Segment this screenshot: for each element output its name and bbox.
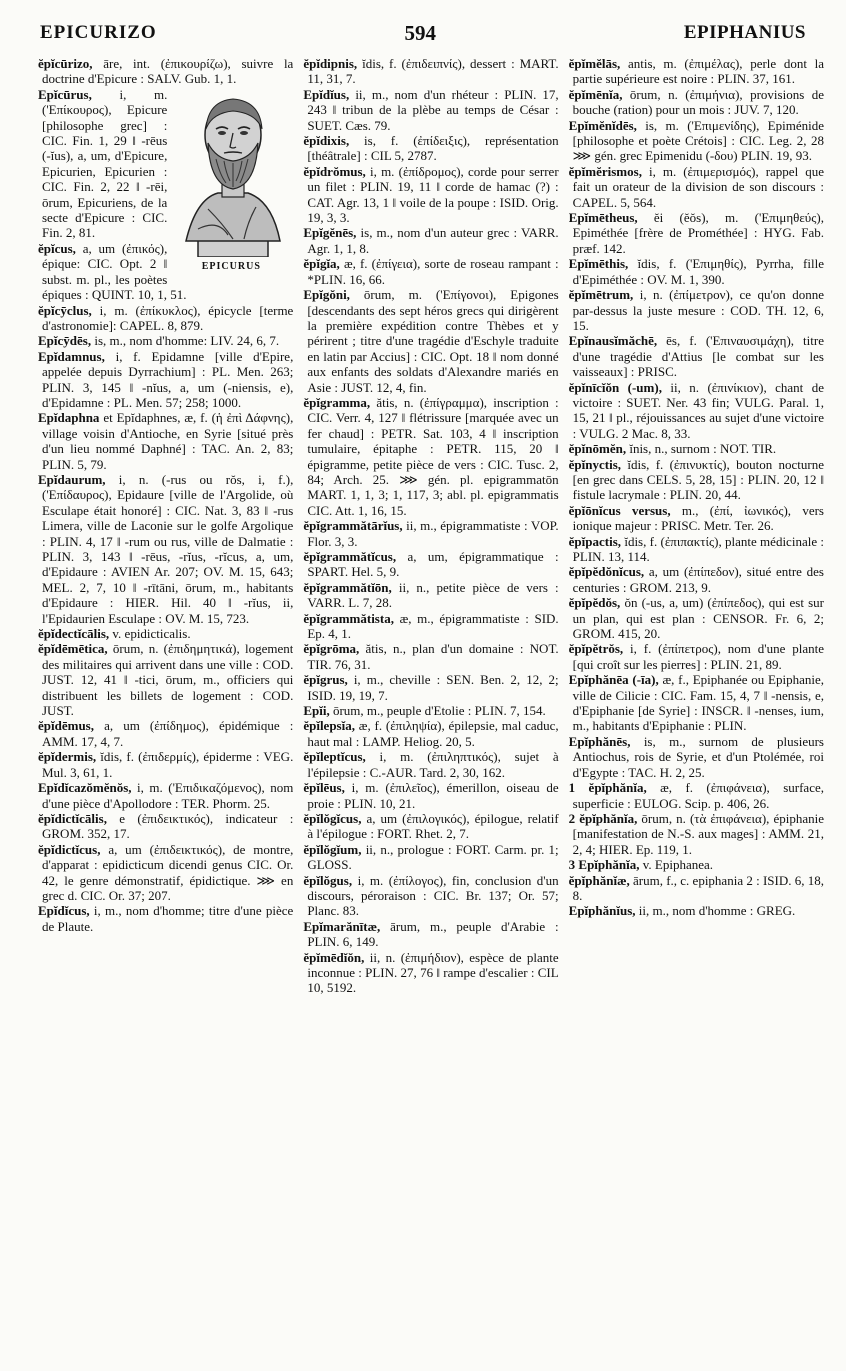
- dictionary-entry: [303, 641, 558, 672]
- entry-definition: ōrum, m., peuple d'Etolie : PLIN. 7, 154.: [332, 703, 546, 719]
- headword: ĕpĭdēmus,: [38, 718, 94, 734]
- headword: Epĭcȳdēs,: [38, 333, 92, 349]
- dictionary-entry: [303, 580, 558, 611]
- dictionary-entry: [569, 164, 824, 210]
- column-3: [569, 56, 824, 1365]
- dictionary-entry: [303, 518, 558, 549]
- entry-definition: is, m. ('Επιμενίδης), Epiménide [philosophe et poète Crétois] : CIC. Leg. 2, 28 ⋙ gén. grec Epimenidu (-δου) PLIN. 19, 93.: [572, 117, 824, 164]
- entry-definition: æ, f. (ἐπιφάνεια), surface, superficie : EULOG. Scip. p. 406, 26.: [572, 780, 824, 811]
- entry-definition: is, m., nom d'un auteur grec : VARR. Agr. 1, 1, 8.: [307, 225, 559, 256]
- dictionary-entry: [303, 672, 558, 703]
- entry-definition: ĭdis, f. (ἐπιδειπνίς), dessert : MART. 11, 31, 7.: [307, 56, 559, 87]
- dictionary-entry: [303, 703, 558, 718]
- entry-definition: i, m. (ἐπιληπτικός), sujet à l'épilepsie : C.-AUR. Tard. 2, 30, 162.: [307, 749, 559, 780]
- entry-definition: ōrum, n. (ἐπιδημητικά), logement des militaires qui arrivent dans une ville : COD. JUST. 12, 41 ‖ -tici, ōrum, m., officiers qui distribuent les billets de logement : COD. JUST.: [42, 641, 294, 719]
- dictionary-entry: [303, 842, 558, 873]
- entry-definition: is, m., surnom de plusieurs Antiochus, rois de Syrie, et d'un Ptolémée, roi d'Egypte : TAC. H. 2, 25.: [572, 733, 824, 780]
- epicurus-figure: [173, 89, 293, 275]
- headword: ĕpĭnyctis,: [568, 456, 622, 472]
- dictionary-entry: [38, 780, 293, 811]
- entry-definition: a, um (ἐπίδημος), épidémique : AMM. 17, 4, 7.: [42, 718, 294, 749]
- entry-definition: i, m. (ἐπιλεῖος), émerillon, oiseau de proie : PLIN. 10, 21.: [307, 780, 559, 811]
- headword: Epĭmĕnĭdēs,: [568, 117, 637, 133]
- headword: ĕpĭgrus,: [303, 672, 348, 688]
- headword: ĕpĭlŏgĭum,: [303, 841, 362, 857]
- dictionary-entry: [38, 641, 293, 718]
- headword: ĕpĭdēmētica,: [38, 641, 108, 657]
- headword: ĕpĭlŏgus,: [303, 872, 353, 888]
- entry-definition: et Epĭdaphnes, æ, f. (ἡ ἐπὶ Δάφνης), village voisin d'Antioche, en Syrie [situé près d'un lieu nommé Daphné] : TAC. An. 2, 83; PLIN. 5, 79.: [42, 410, 294, 472]
- dictionary-entry: [303, 256, 558, 287]
- headword: ĕpĭmēdĭŏn,: [303, 949, 365, 965]
- entry-definition: æ, f., Epiphanée ou Epiphanie, ville de Cilicie : CIC. Fam. 15, 4, 7 ‖ -nensis, e, d'Epiphanie [de Syrie] : INSCR. ‖ -nenses, ium, m., habitants d'Epiphanie : PLIN.: [572, 672, 824, 734]
- headword: ĕpĭdermis,: [38, 749, 97, 765]
- headword: Epĭphănēs,: [568, 733, 631, 749]
- dictionary-entry: [303, 811, 558, 842]
- column-2: [303, 56, 558, 1365]
- headword: ĕpĭōnĭcus versus,: [568, 502, 671, 518]
- headword: Epĭcūrus,: [38, 86, 92, 102]
- columns: [38, 56, 824, 1365]
- headword: ĕpĭcȳclus,: [38, 302, 92, 318]
- dictionary-entry: [569, 595, 824, 641]
- headword: Epĭdĭcazŏmĕnŏs,: [38, 780, 132, 796]
- entry-definition: ēs, f. ('Επιναυσιμάχη), titre d'une tragédie d'Attius [le combat sur les vaisseaux] : PRISC.: [572, 333, 824, 380]
- dictionary-entry: [569, 287, 824, 333]
- dictionary-entry: [38, 333, 293, 348]
- headword: ĕpĭpĕtrŏs,: [568, 641, 624, 657]
- entry-definition: ii, m., nom d'un rhéteur : PLIN. 17, 243 ‖ tribun de la plèbe au temps de César : SUET. Cæs. 79.: [307, 86, 559, 133]
- dictionary-entry: [569, 380, 824, 442]
- headword: Epĭgĕnēs,: [303, 225, 357, 241]
- headword: ĕpĭdipnis,: [303, 56, 358, 71]
- dictionary-entry: [569, 734, 824, 780]
- dictionary-entry: [303, 611, 558, 642]
- headword: ĕpĭlŏgĭcus,: [303, 810, 362, 826]
- headword: ĕpĭmĕlās,: [568, 56, 621, 71]
- headword: ĕpĭmētrum,: [568, 287, 634, 303]
- entry-definition: ŏn (-us, a, um) (ἐπίπεδος), qui est sur un plan, qui est plan : CENSOR. Fr. 6, 2; GROM. 415, 20.: [572, 595, 824, 642]
- dictionary-entry: [303, 395, 558, 518]
- headword: Epĭmarănītæ,: [303, 918, 381, 934]
- dictionary-entry: [303, 919, 558, 950]
- dictionary-entry: [569, 873, 824, 904]
- dictionary-entry: [303, 164, 558, 226]
- headword: Epĭdĭcus,: [38, 903, 90, 919]
- dictionary-entry: [38, 56, 293, 87]
- dictionary-entry: [303, 718, 558, 749]
- headword: ĕpĭleptĭcus,: [303, 749, 366, 765]
- entry-definition: ătis, n. (ἐπίγραμμα), inscription : CIC. Verr. 4, 127 ‖ flétrissure [marquée avec un fer chaud] : PETR. Sat. 103, 4 ‖ inscription tumulaire, épitaphe : PETR. 115, 20 ‖ épigramme, petite pièce de vers : CIC. Tusc. 2, 84; Arch. 25. ⋙ gén. pl. epigrammatōn MART. 1, 1, 3; 1, 117, 3; abl. pl. epigrammatis CIC. Att. 1, 16, 15.: [307, 394, 559, 518]
- headword: ĕpĭgrammătista,: [303, 610, 394, 626]
- headword: ĕpĭgramma,: [303, 394, 371, 410]
- headword: ĕpĭcūrizo,: [38, 56, 93, 71]
- entry-definition: ĭdis, f. (ἐπιδερμίς), épiderme : VEG. Mul. 3, 61, 1.: [42, 749, 294, 780]
- dictionary-entry: [303, 873, 558, 919]
- dictionary-entry: [303, 749, 558, 780]
- entry-definition: i, n. (-rus ou rŏs, i, f.), ('Επίδαυρος), Epidaure [ville de l'Argolide, où Esculape était honoré] : CIC. Nat. 3, 83 ‖ -rus Limera, ville de Laconie sur le golfe Argolique : PLIN. 4, 17 ‖ -rum ou rus, ville de Dalmatie : PLIN. 3, 143 ‖ -rēus, -rĭus, -rĭcus, a, um, d'Epidaure : AVIEN Ar. 207; OV. M. 15, 643; MEL. 2, 7, 10 ‖ -rītāni, ōrum, m., habitants d'Epidaure : HIER. Hil. 40 ‖ -rĭus, ii, l'Epidaurien Esculape : OV. M. 15, 723.: [42, 471, 294, 626]
- entry-definition: ārum, f., c. epiphania 2 : ISID. 6, 18, 8.: [572, 872, 824, 903]
- entry-definition: i, m. ('Επιδικαζόμενος), nom d'une pièce d'Apollodore : TER. Phorm. 25.: [42, 780, 294, 811]
- headword: ĕpĭmēnĭa,: [568, 86, 623, 102]
- entry-definition: i, m. (ἐπίδρομος), corde pour serrer un filet : PLIN. 19, 11 ‖ corde de hamac (?) : CAT. Agr. 13, 1 ‖ voile de la poupe : ISID. Orig. 19, 3, 3.: [307, 163, 559, 226]
- headword: Epĭgŏni,: [303, 287, 350, 303]
- dictionary-entry: [569, 210, 824, 256]
- headword: Epĭdaurum,: [38, 471, 106, 487]
- dictionary-entry: [38, 749, 293, 780]
- headword: 1 ĕpĭphănĭa,: [568, 780, 647, 796]
- entry-definition: i, n. (ἐπίμετρον), ce qu'on donne par-dessus la juste mesure : COD. TH. 12, 6, 15.: [572, 287, 824, 333]
- figure-caption: EPICURUS: [201, 260, 261, 272]
- column-1: [38, 56, 293, 1365]
- dictionary-entry: [569, 641, 824, 672]
- page-number: 594: [404, 20, 436, 45]
- entry-definition: i, m. (ἐπιμερισμός), rappel que fait un orateur de la division de son discours : CAPEL. 5, 564.: [572, 163, 824, 210]
- dictionary-entry: [38, 349, 293, 411]
- entry-definition: ārum, m., peuple d'Arabie : PLIN. 6, 149.: [307, 918, 559, 950]
- entry-definition: is, m., nom d'homme: LIV. 24, 6, 7.: [94, 333, 280, 349]
- headword: ĕpĭlēus,: [303, 780, 345, 796]
- headword: Epĭphănĭus,: [568, 903, 636, 919]
- dictionary-entry: [38, 626, 293, 641]
- entry-definition: æ, f. (ἐπιληψία), épilepsie, mal caduc, haut mal : LAMP. Heliog. 20, 5.: [307, 718, 559, 749]
- dictionary-entry: [569, 333, 824, 379]
- headword: ĕpĭcus,: [38, 240, 76, 256]
- entry-definition: e (ἐπιδεικτικός), indicateur : GROM. 352, 17.: [42, 810, 294, 842]
- entry-definition: i, f. (ἐπίπετρος), nom d'une plante [qui croît sur les pierres] : PLIN. 21, 89.: [572, 641, 824, 672]
- dictionary-entry: [303, 225, 558, 256]
- dictionary-entry: [569, 534, 824, 565]
- dictionary-entry: [38, 303, 293, 334]
- dictionary-entry: [569, 903, 824, 918]
- entry-definition: āre, int. (ἐπικουρίζω), suivre la doctrine d'Epicure : SALV. Gub. 1, 1.: [42, 56, 294, 87]
- dictionary-entry: [569, 118, 824, 164]
- dictionary-entry: [569, 564, 824, 595]
- page-header: [40, 18, 806, 48]
- entry-definition: ĭdis, f. (ἐπινυκτίς), bouton nocturne [en grec dans CELS. 5, 28, 15] : PLIN. 20, 12 ‖ fistule lacrymale : PLIN. 20, 44.: [572, 456, 824, 503]
- entry-definition: ĕi (ĕŏs), m. ('Επιμηθεύς), Epiméthée [frère de Prométhée] : HYG. Fab. præf. 142.: [572, 210, 824, 256]
- headword: ĕpĭpactis,: [568, 533, 622, 549]
- entry-definition: æ, f. (ἐπίγεια), sorte de roseau rampant : *PLIN. 16, 66.: [307, 256, 559, 287]
- headword: ĕpĭdixis,: [303, 133, 350, 149]
- dictionary-entry: [569, 87, 824, 118]
- entry-definition: ii, n., petite pièce de vers : VARR. L. 7, 28.: [307, 579, 559, 611]
- dictionary-entry: [569, 780, 824, 811]
- dictionary-entry: [38, 903, 293, 934]
- running-head-right: EPIPHANIUS: [683, 22, 806, 43]
- headword: ĕpĭnīcĭŏn (-um),: [568, 379, 662, 395]
- headword: Epĭdaphna: [38, 410, 100, 426]
- entry-definition: ōrum, m. ('Επίγονοι), Epigones [descendants des sept héros grecs qui dirigèrent la première expédition contre Thèbes et y périrent ; titre d'une tragédie d'Eschyle traduite en latin par Accius] : CIC. Opt. 18 ‖ nom donné aux enfants des soldats d'Alexandre mariés en Asie : JUST. 12, 4, fin.: [307, 287, 559, 395]
- entry-definition: ii, n. (ἐπινίκιον), chant de victoire : SUET. Ner. 43 fin; VULG. Paral. 1, 15, 21 ‖ pl., réjouissances au sujet d'une victoire : VULG. 2 Mac. 8, 33.: [572, 379, 824, 441]
- entry-definition: ĭdis, f. (ἐπιπακτίς), plante médicinale : PLIN. 13, 114.: [572, 533, 824, 564]
- entry-definition: ătis, n., plan d'un domaine : NOT. TIR. 76, 31.: [307, 641, 559, 672]
- headword: ĕpĭdictĭcus,: [38, 841, 101, 857]
- entry-definition: a, um (ἐπιδεικτικός), de montre, d'apparat : epidicticum dicendi genus CIC. Or. 42, le genre démonstratif, épidictique. ⋙ en grec d. CIC. Or. 37; 207.: [42, 841, 294, 903]
- dictionary-entry: [38, 842, 293, 904]
- entry-definition: m., (ἐπί, ἰωνικός), vers ionique majeur : PRISC. Metr. Ter. 26.: [572, 502, 824, 534]
- entry-definition: i, f. Epidamne [ville d'Epire, appelée depuis Dyrrachium] : PL. Men. 263; PLIN. 3, 145 ‖ -nĭus, a, um (-niensis, e), d'Epidamne : PL. Men. 57; 258; 1000.: [42, 348, 294, 410]
- dictionary-entry: [38, 410, 293, 472]
- entry-definition: i, m. (ἐπίκυκλος), épicycle [terme d'astronomie]: CAPEL. 8, 879.: [42, 302, 294, 333]
- entry-definition: i, m. ('Επίκουρος), Epicure [philosophe grec] : CIC. Fin. 1, 29 ‖ -rēus (-ĭus), a, um, d'Epicure, Epicurien, Epicurien : CIC. Fin. 2, 22 ‖ -rēi, ōrum, Epicuriens, de la secte d'Epicure : CIC. Fin. 2, 81.: [42, 86, 168, 241]
- headword: ĕpĭpĕdŏnĭcus,: [568, 564, 645, 580]
- entry-definition: i, m., nom d'homme; titre d'une pièce de Plaute.: [42, 903, 294, 934]
- entry-definition: is, f. (ἐπίδειξις), représentation [théâtrale] : CIL 5, 2787.: [307, 133, 559, 164]
- dictionary-entry: [569, 503, 824, 534]
- dictionary-entry: [303, 950, 558, 996]
- dictionary-entry: [569, 256, 824, 287]
- entry-definition: a, um (ἐπικός), épique: CIC. Opt. 2 ‖ subst. m. pl., les poètes épiques : QUINT. 10, 1, 51.: [42, 240, 187, 303]
- dictionary-entry: [303, 780, 558, 811]
- headword: Epĭi,: [303, 703, 330, 719]
- entry-definition: ĭnis, n., surnom : NOT. TIR.: [629, 441, 777, 457]
- dictionary-entry: [303, 287, 558, 395]
- headword: ĕpĭdrŏmus,: [303, 163, 366, 179]
- entry-definition: i, m., cheville : SEN. Ben. 2, 12, 2; ISID. 19, 19, 7.: [307, 672, 559, 703]
- headword: Epĭnausĭmăchē,: [568, 333, 658, 349]
- dictionary-entry: [569, 811, 824, 857]
- entry-definition: ii, m., épigrammatiste : VOP. Flor. 3, 3.: [307, 518, 559, 549]
- entry-definition: v. Epiphanea.: [642, 857, 714, 873]
- headword: 2 ĕpĭphănĭa,: [568, 810, 638, 826]
- headword: ĕpĭpĕdŏs,: [568, 595, 621, 611]
- headword: Epĭdĭus,: [303, 86, 350, 102]
- dictionary-entry: [569, 457, 824, 503]
- headword: 3 Epĭphănĭa,: [568, 857, 640, 873]
- headword: ĕpĭdictĭcālis,: [38, 810, 107, 826]
- running-head-left: EPICURIZO: [40, 22, 157, 43]
- entry-definition: ii, m., nom d'homme : GREG.: [638, 903, 796, 919]
- headword: ĕpĭlepsĭa,: [303, 718, 355, 734]
- dictionary-entry: [303, 133, 558, 164]
- headword: ĕpĭgrōma,: [303, 641, 360, 657]
- entry-definition: v. epidicticalis.: [112, 626, 191, 642]
- entry-definition: a, um (ἐπίπεδον), situé entre des centuries : GROM. 213, 9.: [572, 564, 824, 595]
- headword: Epĭdamnus,: [38, 348, 105, 364]
- dictionary-entry: [569, 672, 824, 734]
- entry-definition: i, m. (ἐπίλογος), fin, conclusion d'un discours, péroraison : CIC. Br. 137; Or. 57; Planc. 83.: [307, 872, 559, 919]
- headword: Epĭmētheus,: [568, 210, 638, 226]
- entry-definition: ii, n., prologue : FORT. Carm. pr. 1; GLOSS.: [307, 841, 559, 873]
- dictionary-entry: [569, 441, 824, 456]
- dictionary-entry: [303, 549, 558, 580]
- entry-definition: antis, m. (ἐπιμέλας), perle dont la partie supérieure est noire : PLIN. 37, 161.: [572, 56, 824, 87]
- entry-definition: ōrum, n. (τὰ ἐπιφάνεια), épiphanie [manifestation de N.-S. aux mages] : AMM. 21, 2, 4; HIER. Ep. 119, 1.: [572, 810, 824, 857]
- dictionary-entry: [38, 811, 293, 842]
- dictionary-entry: [38, 472, 293, 626]
- headword: ĕpĭgrammătĭōn,: [303, 579, 392, 595]
- dictionary-entry: [303, 56, 558, 87]
- headword: ĕpĭgĭa,: [303, 256, 340, 272]
- headword: Epĭmēthis,: [568, 256, 629, 272]
- bust-of-epicurus-icon: [178, 89, 288, 257]
- dictionary-entry: [38, 718, 293, 749]
- entry-definition: a, um (ἐπιλογικός), épilogue, relatif à l'épilogue : FORT. Rhet. 2, 7.: [307, 810, 559, 842]
- entry-definition: æ, m., épigrammatiste : SID. Ep. 4, 1.: [307, 610, 559, 642]
- headword: ĕpĭphănĭæ,: [568, 872, 630, 888]
- dictionary-entry: [569, 56, 824, 87]
- headword: ĕpĭgrammătārĭus,: [303, 518, 403, 534]
- entry-definition: ii, n. (ἐπιμήδιον), espèce de plante inconnue : PLIN. 27, 76 ‖ rampe d'escalier : CIL 10, 5192.: [307, 949, 559, 996]
- entry-definition: a, um, épigrammatique : SPART. Hel. 5, 9.: [307, 549, 559, 580]
- entry-definition: ōrum, n. (ἐπιμήνια), provisions de bouche (ration) pour un mois : JUV. 7, 120.: [572, 86, 824, 118]
- headword: Epĭphănēa (-īa),: [568, 672, 659, 688]
- headword: ĕpĭgrammătĭcus,: [303, 549, 397, 564]
- dictionary-entry: [569, 857, 824, 872]
- entry-definition: ĭdis, f. ('Επιμηθίς), Pyrrha, fille d'Epiméthée : OV. M. 1, 390.: [572, 256, 824, 287]
- dictionary-entry: [303, 87, 558, 133]
- headword: ĕpĭmĕrismos,: [568, 163, 642, 179]
- headword: ĕpĭdectĭcālis,: [38, 626, 110, 642]
- headword: ĕpĭnōmĕn,: [568, 441, 627, 457]
